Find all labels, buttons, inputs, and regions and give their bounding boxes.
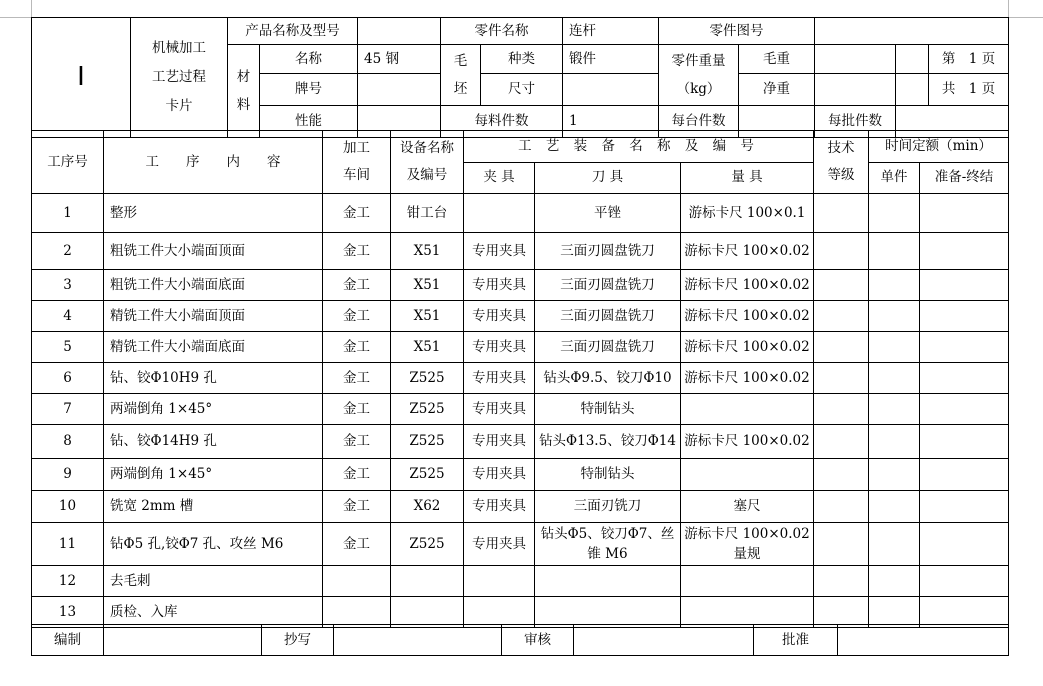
row-cutter[interactable]: 钻头Φ13.5、铰刀Φ14 <box>535 425 681 459</box>
col-unit-time-header: 单件 <box>869 162 920 194</box>
blank-label: 毛 坯 <box>441 45 481 106</box>
table-row <box>32 597 1009 628</box>
row-seq: 6 <box>32 363 104 394</box>
row-cutter[interactable]: 钻头Φ9.5、铰刀Φ10 <box>535 363 681 394</box>
row-workshop[interactable]: 金工 <box>323 270 391 301</box>
col-cutter-header: 刀 具 <box>535 162 681 194</box>
table-row <box>32 363 1009 394</box>
row-cutter[interactable]: 三面刃圆盘铣刀 <box>535 332 681 363</box>
approve-value[interactable] <box>838 625 1009 656</box>
row-prep-time[interactable] <box>920 459 1009 491</box>
row-tech-grade[interactable] <box>814 459 869 491</box>
row-workshop[interactable]: 金工 <box>323 301 391 332</box>
row-cutter[interactable] <box>535 597 681 628</box>
col-seq-header: 工序号 <box>32 131 104 194</box>
col-fixture-header: 夹 具 <box>464 162 535 194</box>
row-workshop[interactable]: 金工 <box>323 459 391 491</box>
row-fixture[interactable] <box>464 566 535 597</box>
compile-value[interactable] <box>104 625 262 656</box>
product-name-label: 产品名称及型号 <box>228 18 358 45</box>
row-unit-time[interactable] <box>869 566 920 597</box>
material-label: 材 料 <box>228 45 260 138</box>
row-equipment[interactable] <box>391 566 464 597</box>
row-prep-time[interactable] <box>920 301 1009 332</box>
row-content[interactable]: 两端倒角 1×45° <box>104 459 323 491</box>
part-drawing-label: 零件图号 <box>659 18 815 45</box>
row-workshop[interactable]: 金工 <box>323 363 391 394</box>
kind-label: 种类 <box>481 45 563 74</box>
row-workshop[interactable] <box>323 566 391 597</box>
row-content[interactable]: 铣宽 2mm 槽 <box>104 491 323 523</box>
row-equipment[interactable]: Z525 <box>391 425 464 459</box>
row-gauge[interactable] <box>681 394 814 425</box>
row-fixture[interactable]: 专用夹具 <box>464 332 535 363</box>
row-content[interactable]: 精铣工件大小端面顶面 <box>104 301 323 332</box>
part-drawing-value[interactable] <box>815 18 1009 45</box>
row-gauge[interactable] <box>681 597 814 628</box>
table-row <box>32 459 1009 491</box>
row-seq: 5 <box>32 332 104 363</box>
row-unit-time[interactable] <box>869 523 920 566</box>
row-gauge[interactable]: 游标卡尺 100×0.02 <box>681 233 814 270</box>
size-value[interactable] <box>563 74 659 106</box>
row-cutter[interactable]: 特制钻头 <box>535 459 681 491</box>
row-seq: 2 <box>32 233 104 270</box>
row-seq: 1 <box>32 194 104 233</box>
row-content[interactable]: 整形 <box>104 194 323 233</box>
row-unit-time[interactable] <box>869 233 920 270</box>
row-tech-grade[interactable] <box>814 566 869 597</box>
row-cutter[interactable]: 三面刃圆盘铣刀 <box>535 301 681 332</box>
col-prep-time-header: 准备-终结 <box>920 162 1009 194</box>
row-unit-time[interactable] <box>869 301 920 332</box>
row-unit-time[interactable] <box>869 491 920 523</box>
table-row <box>32 301 1009 332</box>
per-batch-label: 每批件数 <box>815 106 896 138</box>
per-unit-label: 每台件数 <box>659 106 739 138</box>
row-unit-time[interactable] <box>869 425 920 459</box>
row-cutter[interactable]: 三面刃圆盘铣刀 <box>535 233 681 270</box>
copy-value[interactable] <box>334 625 502 656</box>
row-fixture[interactable]: 专用夹具 <box>464 425 535 459</box>
row-content[interactable]: 去毛刺 <box>104 566 323 597</box>
row-content[interactable]: 两端倒角 1×45° <box>104 394 323 425</box>
row-tech-grade[interactable] <box>814 491 869 523</box>
row-workshop[interactable]: 金工 <box>323 332 391 363</box>
property-label: 性能 <box>260 106 358 138</box>
row-seq: 13 <box>32 597 104 628</box>
row-equipment[interactable]: Z525 <box>391 523 464 566</box>
col-tech-grade-header: 技术 等级 <box>814 131 869 194</box>
table-row <box>32 491 1009 523</box>
row-fixture[interactable]: 专用夹具 <box>464 523 535 566</box>
table-row <box>32 194 1009 233</box>
row-tech-grade[interactable] <box>814 233 869 270</box>
row-unit-time[interactable] <box>869 394 920 425</box>
row-gauge[interactable]: 游标卡尺 100×0.1 <box>681 194 814 233</box>
row-equipment[interactable]: Z525 <box>391 363 464 394</box>
row-gauge[interactable]: 游标卡尺 100×0.02 <box>681 301 814 332</box>
row-tech-grade[interactable] <box>814 270 869 301</box>
row-prep-time[interactable] <box>920 194 1009 233</box>
row-unit-time[interactable] <box>869 332 920 363</box>
row-seq: 10 <box>32 491 104 523</box>
row-prep-time[interactable] <box>920 363 1009 394</box>
row-seq: 7 <box>32 394 104 425</box>
row-equipment[interactable]: X51 <box>391 301 464 332</box>
product-name-value[interactable] <box>358 18 441 45</box>
row-fixture[interactable] <box>464 194 535 233</box>
row-seq: 4 <box>32 301 104 332</box>
gross-label: 毛重 <box>739 45 815 74</box>
row-fixture[interactable]: 专用夹具 <box>464 459 535 491</box>
table-row <box>32 523 1009 566</box>
net-spacer <box>896 74 929 106</box>
row-equipment[interactable]: X51 <box>391 332 464 363</box>
kind-value[interactable]: 锻件 <box>563 45 659 74</box>
row-equipment[interactable] <box>391 597 464 628</box>
per-material-value[interactable]: 1 <box>563 106 659 138</box>
row-tech-grade[interactable] <box>814 425 869 459</box>
row-prep-time[interactable] <box>920 597 1009 628</box>
row-prep-time[interactable] <box>920 491 1009 523</box>
row-tech-grade[interactable] <box>814 523 869 566</box>
row-seq: 8 <box>32 425 104 459</box>
row-tech-grade[interactable] <box>814 597 869 628</box>
row-cutter[interactable]: 平锉 <box>535 194 681 233</box>
row-cutter[interactable] <box>535 566 681 597</box>
row-gauge[interactable]: 游标卡尺 100×0.02 <box>681 270 814 301</box>
row-content[interactable]: 钻、铰Φ14H9 孔 <box>104 425 323 459</box>
table-row <box>32 270 1009 301</box>
table-row <box>32 566 1009 597</box>
row-cutter[interactable]: 钻头Φ5、铰刀Φ7、丝锥 M6 <box>535 523 681 566</box>
table-row <box>32 332 1009 363</box>
row-seq: 11 <box>32 523 104 566</box>
row-workshop[interactable]: 金工 <box>323 523 391 566</box>
process-table <box>31 130 1009 628</box>
col-equipment-header: 设备名称 及编号 <box>391 131 464 194</box>
part-name-value[interactable]: 连杆 <box>563 18 659 45</box>
row-equipment[interactable]: 钳工台 <box>391 194 464 233</box>
row-gauge[interactable]: 游标卡尺 100×0.02 <box>681 332 814 363</box>
row-seq: 3 <box>32 270 104 301</box>
row-prep-time[interactable] <box>920 394 1009 425</box>
row-workshop[interactable] <box>323 597 391 628</box>
col-content-header: 工 序 内 容 <box>104 131 323 194</box>
part-name-label: 零件名称 <box>441 18 563 45</box>
row-tech-grade[interactable] <box>814 332 869 363</box>
review-value[interactable] <box>574 625 754 656</box>
row-prep-time[interactable] <box>920 270 1009 301</box>
row-gauge[interactable]: 游标卡尺 100×0.02 <box>681 363 814 394</box>
review-label: 审核 <box>502 625 574 656</box>
gross-spacer <box>896 45 929 74</box>
name-label: 名称 <box>260 45 358 74</box>
row-tech-grade[interactable] <box>814 301 869 332</box>
row-unit-time[interactable] <box>869 363 920 394</box>
row-fixture[interactable]: 专用夹具 <box>464 270 535 301</box>
row-fixture[interactable]: 专用夹具 <box>464 301 535 332</box>
row-unit-time[interactable] <box>869 597 920 628</box>
row-workshop[interactable]: 金工 <box>323 491 391 523</box>
row-prep-time[interactable] <box>920 566 1009 597</box>
row-workshop[interactable]: 金工 <box>323 194 391 233</box>
row-cutter[interactable]: 三面刃铣刀 <box>535 491 681 523</box>
row-seq: 12 <box>32 566 104 597</box>
row-fixture[interactable]: 专用夹具 <box>464 233 535 270</box>
row-prep-time[interactable] <box>920 332 1009 363</box>
row-prep-time[interactable] <box>920 523 1009 566</box>
gross-value[interactable] <box>815 45 896 74</box>
col-time-group-header: 时间定额（min） <box>869 131 1009 163</box>
row-content[interactable]: 钻Φ5 孔,铰Φ7 孔、攻丝 M6 <box>104 523 323 566</box>
row-equipment[interactable]: X51 <box>391 233 464 270</box>
row-workshop[interactable]: 金工 <box>323 425 391 459</box>
col-tooling-group-header: 工 艺 装 备 名 称 及 编 号 <box>464 131 814 163</box>
card-title: 机械加工 工艺过程 卡片 <box>131 18 228 138</box>
row-fixture[interactable]: 专用夹具 <box>464 363 535 394</box>
row-fixture[interactable]: 专用夹具 <box>464 394 535 425</box>
table-row <box>32 394 1009 425</box>
row-prep-time[interactable] <box>920 425 1009 459</box>
row-gauge[interactable]: 游标卡尺 100×0.02 <box>681 425 814 459</box>
row-seq: 9 <box>32 459 104 491</box>
row-workshop[interactable]: 金工 <box>323 233 391 270</box>
page-total: 共 1 页 <box>929 74 1009 106</box>
approve-label: 批准 <box>754 625 838 656</box>
row-content[interactable]: 粗铣工件大小端面底面 <box>104 270 323 301</box>
page-number: 第 1 页 <box>929 45 1009 74</box>
copy-label: 抄写 <box>262 625 334 656</box>
row-content[interactable]: 钻、铰Φ10H9 孔 <box>104 363 323 394</box>
row-content[interactable]: 质检、入库 <box>104 597 323 628</box>
row-content[interactable]: 精铣工件大小端面底面 <box>104 332 323 363</box>
row-gauge[interactable]: 塞尺 <box>681 491 814 523</box>
per-material-label: 每料件数 <box>441 106 563 138</box>
table-row <box>32 425 1009 459</box>
row-gauge[interactable]: 游标卡尺 100×0.02 量规 <box>681 523 814 566</box>
card-mark: I <box>32 18 131 138</box>
compile-label: 编制 <box>32 625 104 656</box>
card-header-table <box>31 17 1009 138</box>
row-equipment[interactable]: X62 <box>391 491 464 523</box>
row-prep-time[interactable] <box>920 233 1009 270</box>
row-content[interactable]: 粗铣工件大小端面顶面 <box>104 233 323 270</box>
row-equipment[interactable]: X51 <box>391 270 464 301</box>
row-gauge[interactable] <box>681 459 814 491</box>
part-weight-label: 零件重量 （kg） <box>659 45 739 106</box>
row-tech-grade[interactable] <box>814 394 869 425</box>
row-workshop[interactable]: 金工 <box>323 394 391 425</box>
row-tech-grade[interactable] <box>814 194 869 233</box>
row-cutter[interactable]: 三面刃圆盘铣刀 <box>535 270 681 301</box>
row-unit-time[interactable] <box>869 459 920 491</box>
grade-label: 牌号 <box>260 74 358 106</box>
size-label: 尺寸 <box>481 74 563 106</box>
net-label: 净重 <box>739 74 815 106</box>
row-unit-time[interactable] <box>869 270 920 301</box>
row-equipment[interactable]: Z525 <box>391 459 464 491</box>
name-value[interactable]: 45 钢 <box>358 45 441 74</box>
grade-value[interactable] <box>358 74 441 106</box>
row-cutter[interactable]: 特制钻头 <box>535 394 681 425</box>
row-gauge[interactable] <box>681 566 814 597</box>
table-row <box>32 233 1009 270</box>
col-gauge-header: 量 具 <box>681 162 814 194</box>
row-unit-time[interactable] <box>869 194 920 233</box>
net-value[interactable] <box>815 74 896 106</box>
col-workshop-header: 加工 车间 <box>323 131 391 194</box>
signoff-table <box>31 624 1009 656</box>
row-fixture[interactable]: 专用夹具 <box>464 491 535 523</box>
row-tech-grade[interactable] <box>814 363 869 394</box>
row-equipment[interactable]: Z525 <box>391 394 464 425</box>
row-fixture[interactable] <box>464 597 535 628</box>
